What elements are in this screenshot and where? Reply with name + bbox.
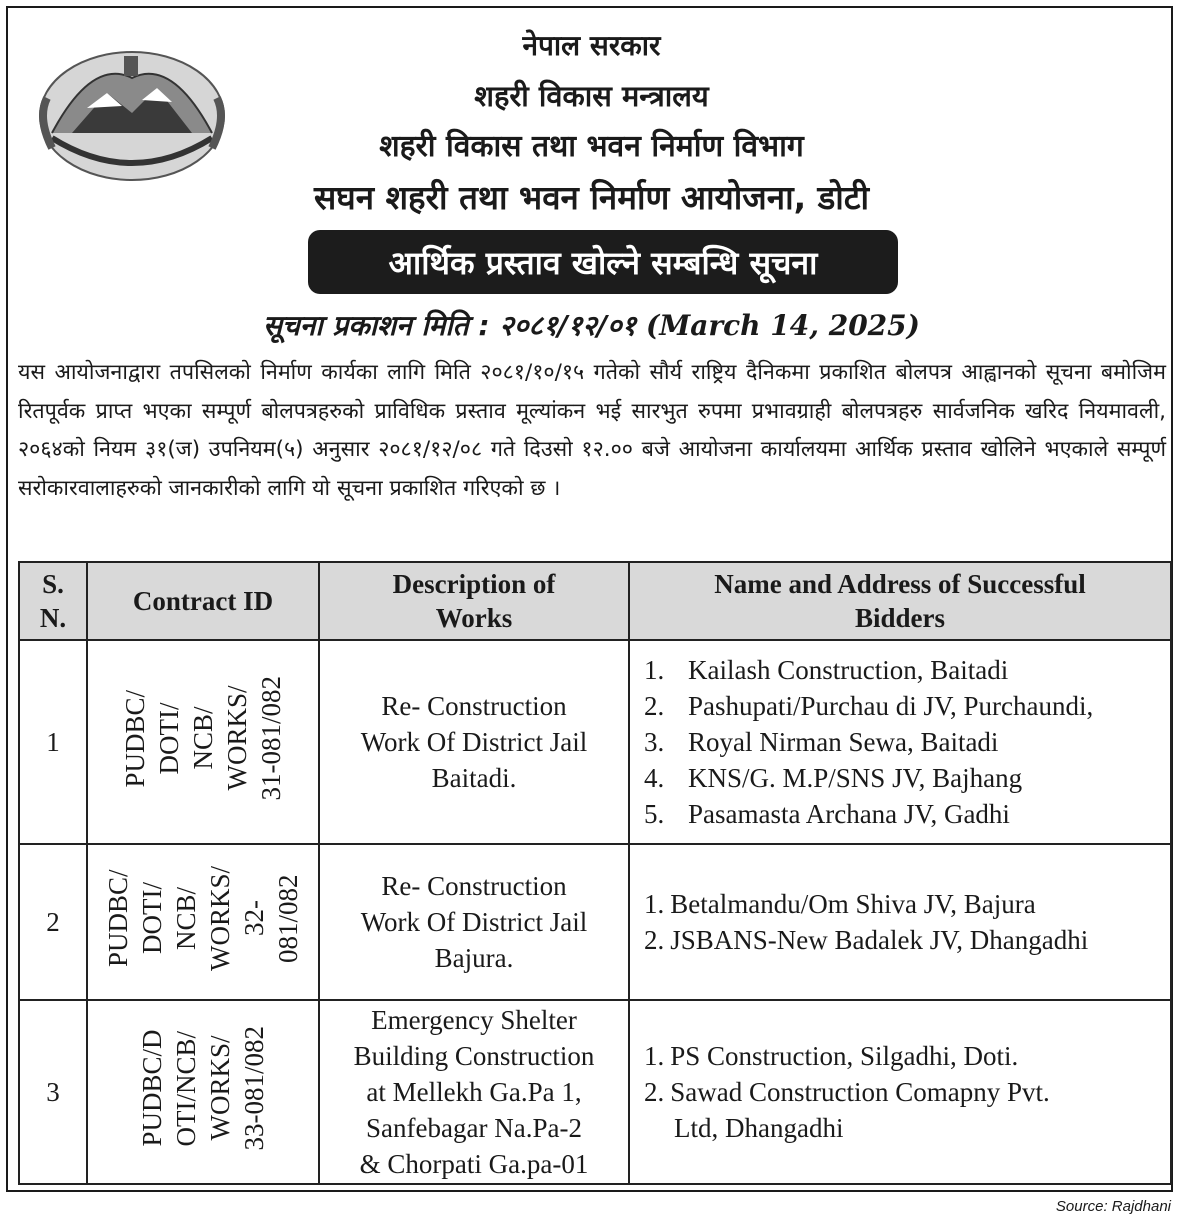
bidder-name: Pasamasta Archana JV, Gadhi (688, 799, 1010, 829)
row-description: Re- Construction Work Of District Jail Baitadi. (319, 640, 629, 844)
list-item (644, 688, 1170, 724)
heading-project: सघन शहरी तथा भवन निर्माण आयोजना, डोटी (313, 178, 870, 217)
header-description (319, 562, 629, 640)
notice-title: आर्थिक प्रस्ताव खोल्ने सम्बन्धि सूचना (388, 243, 818, 282)
bidder-number: 2. (644, 691, 665, 721)
heading-department: शहरी विकास तथा भवन निर्माण विभाग (379, 129, 804, 164)
bidder-name: KNS/G. M.P/SNS JV, Bajhang (688, 763, 1023, 793)
notice-title-banner (308, 230, 898, 294)
list-item (644, 886, 1170, 922)
contract-id-text: PUDBC/D OTI/NCB/ WORKS/ 33-081/082 (137, 1026, 269, 1151)
tender-notice (6, 6, 1173, 1192)
header-sn-label: S. N. (39, 569, 67, 633)
bidder-name: Sawad Construction Comapny Pvt. (670, 1077, 1050, 1107)
row-sn: 3 (19, 1000, 87, 1184)
publication-date-nepali: २०८१/१२/०१ (499, 309, 637, 342)
bidder-name: PS Construction, Silgadhi, Doti. (670, 1041, 1019, 1071)
row-sn: 2 (19, 844, 87, 1000)
table-header-row (19, 562, 1171, 640)
row-bidders (629, 844, 1171, 1000)
list-item (644, 796, 1170, 832)
bidder-list (644, 886, 1170, 958)
source-credit: Source: Rajdhani (1055, 1198, 1171, 1215)
list-item (644, 724, 1170, 760)
bidder-number: 1. (644, 889, 665, 919)
bidder-name: Pashupati/Purchau di JV, Purchaundi, (688, 691, 1094, 721)
row-sn: 1 (19, 640, 87, 844)
row-description: Re- Construction Work Of District Jail Bajura. (319, 844, 629, 1000)
table-row (19, 640, 1171, 844)
list-item (644, 760, 1170, 796)
contract-id-text: PUDBC/ DOTI/ NCB/ WORKS/ 32- 081/082 (103, 865, 303, 971)
publication-date-label: सूचना प्रकाशन मिति : (263, 309, 490, 342)
contract-id-text: PUDBC/ DOTI/ NCB/ WORKS/ 31-081/082 (120, 676, 286, 801)
bidder-number: 3. (644, 727, 665, 757)
bidder-name: Betalmandu/Om Shiva JV, Bajura (670, 889, 1036, 919)
header-bidders-label: Name and Address of Successful Bidders (714, 569, 1086, 633)
header-sn (19, 562, 87, 640)
list-item (644, 1038, 1170, 1074)
row-contract-id (87, 640, 319, 844)
row-description: Emergency Shelter Building Construction at Mellekh Ga.Pa 1, Sanfebagar Na.Pa-2 & Chorpati Ga.pa-01 (319, 1000, 629, 1184)
notice-body: यस आयोजनाद्वारा तपसिलको निर्माण कार्यका लागि मिति २०८१/१०/१५ गतेको सौर्य राष्ट्रिय दैनिकमा प्रकाशित बोलपत्र आह्वानको सूचना बमोजिम रितपूर्वक प्राप्त भएका सम्पूर्ण बोलपत्रहरुको प्राविधिक प्रस्ताव मूल्यांकन भई सारभुत रुपमा प्रभावग्राही बोलपत्रहरु सार्वजनिक खरिद नियमावली, २०६४को नियम ३१(ज) उपनियम(५) अनुसार २०८१/१२/०८ गते दिउसो १२.०० बजे आयोजना कार्यालयमा आर्थिक प्रस्ताव खोलिने भएकाले सम्पूर्ण सरोकारवालाहरुको जानकारीको लागि यो सूचना प्रकाशित गरिएको छ । (18, 360, 1166, 501)
header-contract-id (87, 562, 319, 640)
bidder-number: 5. (644, 799, 665, 829)
table-row (19, 844, 1171, 1000)
successful-bidders-table (18, 561, 1172, 1185)
row-contract-id (87, 1000, 319, 1184)
bidder-list (644, 1038, 1170, 1146)
bidder-number: 4. (644, 763, 665, 793)
bidder-name: Royal Nirman Sewa, Baitadi (688, 727, 999, 757)
bidder-number: 1. (644, 655, 665, 685)
list-item-continuation (644, 1110, 1170, 1146)
row-bidders (629, 640, 1171, 844)
bidder-list (644, 652, 1170, 832)
table-row (19, 1000, 1171, 1184)
bidder-name: JSBANS-New Badalek JV, Dhangadhi (670, 925, 1089, 955)
header-contract-id-label: Contract ID (132, 586, 274, 616)
publication-date-english: (March 14, 2025) (645, 309, 920, 342)
list-item (644, 652, 1170, 688)
row-contract-id (87, 844, 319, 1000)
bidder-number: 1. (644, 1041, 665, 1071)
header-description-label: Description of Works (392, 569, 556, 633)
row-bidders (629, 1000, 1171, 1184)
bidder-number: 2. (644, 925, 665, 955)
bidder-name-continuation: Ltd, Dhangadhi (674, 1113, 844, 1143)
publication-date (8, 306, 1175, 344)
bidder-name: Kailash Construction, Baitadi (688, 655, 1009, 685)
heading-ministry: शहरी विकास मन्त्रालय (474, 79, 709, 113)
header-bidders (629, 562, 1171, 640)
list-item (644, 922, 1170, 958)
heading-government: नेपाल सरकार (522, 29, 661, 62)
list-item (644, 1074, 1170, 1110)
bidder-number: 2. (644, 1077, 665, 1107)
